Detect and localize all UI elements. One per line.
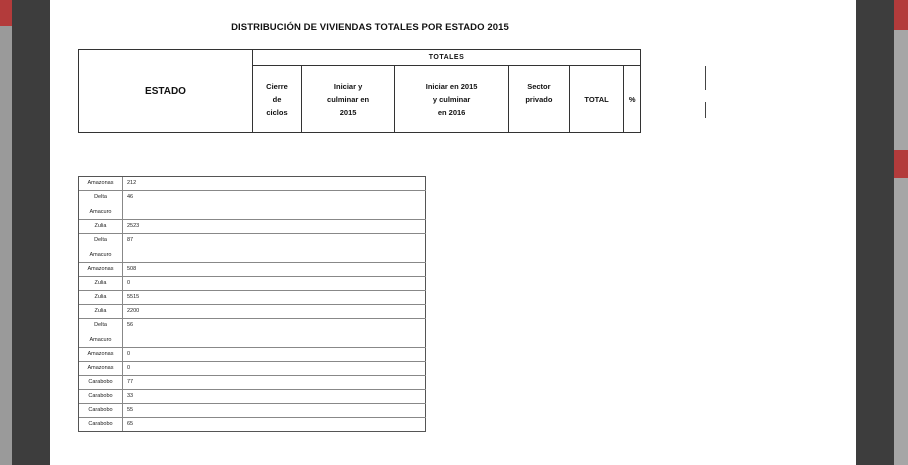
list-item: Amazonas 508 xyxy=(79,263,426,277)
col-percent: % xyxy=(624,66,641,133)
list-item: Amazonas 0 xyxy=(79,362,426,376)
left-window-edge xyxy=(0,0,12,465)
document-title: DISTRIBUCIÓN DE VIVIENDAS TOTALES POR ESTADO 2015 xyxy=(231,22,509,33)
right-window-edge xyxy=(894,0,908,465)
list-item: Carabobo 33 xyxy=(79,390,426,404)
col-iniciar-culminar-2015: Iniciar y culminar en 2015 xyxy=(302,66,395,133)
col-total: TOTAL xyxy=(569,66,624,133)
list-item: Amazonas 212 xyxy=(79,177,426,191)
list-item: Zulia 2200 xyxy=(79,305,426,319)
rule-line xyxy=(705,102,706,118)
list-item: Zulia 0 xyxy=(79,277,426,291)
rule-line xyxy=(705,66,706,90)
list-item: Delta Amacuro 56 xyxy=(79,319,426,348)
list-item: Zulia 5515 xyxy=(79,291,426,305)
list-item: Delta Amacuro 46 xyxy=(79,191,426,220)
list-item: Amazonas 0 xyxy=(79,348,426,362)
right-edge-accent-top xyxy=(894,0,908,30)
col-cierre-de-ciclos: Cierre de ciclos xyxy=(253,66,302,133)
state-values-list xyxy=(78,176,426,432)
list-item: Carabobo 77 xyxy=(79,376,426,390)
estado-header: ESTADO xyxy=(79,50,253,133)
list-item: Zulia 2523 xyxy=(79,220,426,234)
document-page xyxy=(50,0,856,465)
header-table xyxy=(78,49,641,133)
list-item: Delta Amacuro 87 xyxy=(79,234,426,263)
list-item: Carabobo 55 xyxy=(79,404,426,418)
left-edge-accent xyxy=(0,0,12,26)
totales-header: TOTALES xyxy=(253,50,641,66)
col-sector-privado: Sector privado xyxy=(509,66,570,133)
col-iniciar-2015-culminar-2016: Iniciar en 2015 y culminar en 2016 xyxy=(395,66,509,133)
right-edge-accent-middle xyxy=(894,150,908,178)
list-item: Carabobo 65 xyxy=(79,418,426,431)
